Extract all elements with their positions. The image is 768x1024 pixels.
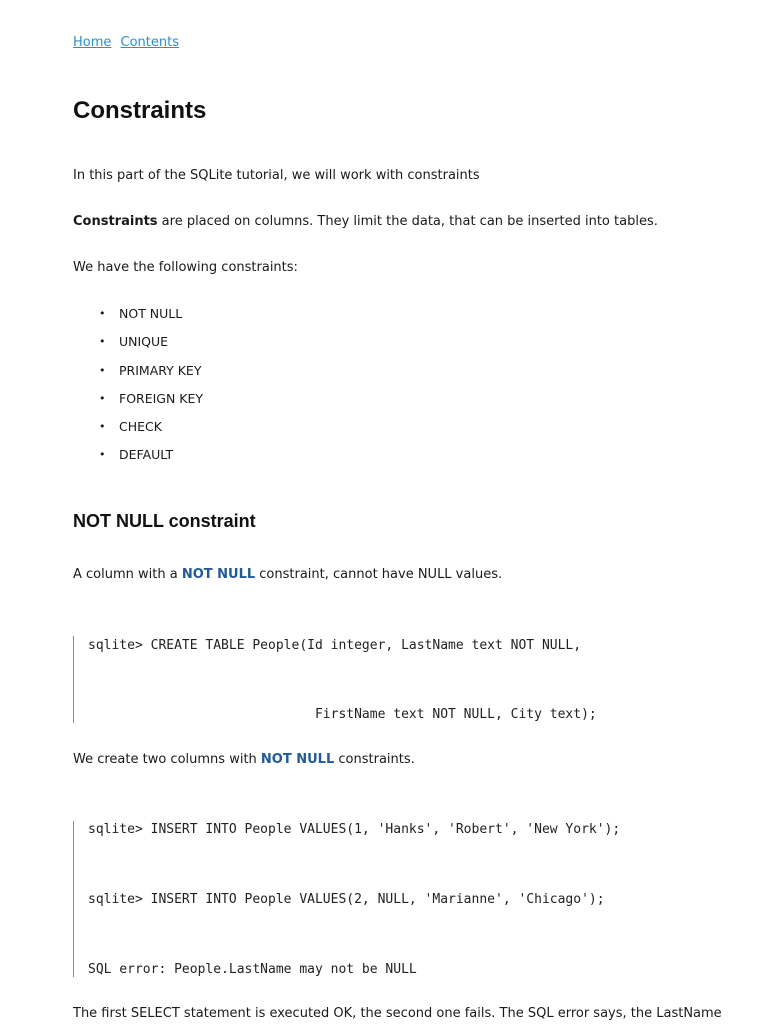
list-item: • UNIQUE <box>73 333 203 361</box>
code-line: sqlite> CREATE TABLE People(Id integer, LastName text NOT NULL, <box>88 638 582 653</box>
contents-link[interactable]: Contents <box>120 35 180 50</box>
code-line: sqlite> INSERT INTO People VALUES(2, NULL, 'Marianne', 'Chicago'); <box>88 892 605 907</box>
list-item: • PRIMARY KEY <box>73 362 203 390</box>
code-block-insert <box>73 821 694 977</box>
list-item: • DEFAULT <box>73 446 203 474</box>
code-line: SQL error: People.LastName may not be NULL <box>88 962 417 977</box>
not-null-paragraph <box>73 566 502 584</box>
not-null-keyword: NOT NULL <box>260 752 335 767</box>
list-item: • FOREIGN KEY <box>73 390 203 418</box>
constraints-term: Constraints <box>73 214 158 229</box>
section-heading-not-null: NOT NULL constraint <box>73 511 256 531</box>
constraints-list <box>73 305 203 475</box>
constraints-paragraph <box>73 213 658 231</box>
home-link[interactable]: Home <box>73 35 112 50</box>
result-paragraph: The first SELECT statement is executed OK, the second one fails. The SQL error says, the LastName <box>73 1006 722 1021</box>
text-fragment: A column with a <box>73 567 182 582</box>
list-item: • CHECK <box>73 418 203 446</box>
code-line: FirstName text NOT NULL, City text); <box>88 707 597 722</box>
breadcrumb <box>73 35 184 50</box>
code-block-create-table <box>73 636 694 723</box>
following-paragraph: We have the following constraints: <box>73 260 298 275</box>
two-columns-paragraph <box>73 751 415 769</box>
text-fragment: constraint, cannot have NULL values. <box>255 567 503 582</box>
intro-paragraph: In this part of the SQLite tutorial, we will work with constraints <box>73 168 480 183</box>
text-fragment: We create two columns with <box>73 752 261 767</box>
page-title: Constraints <box>73 97 207 124</box>
not-null-keyword: NOT NULL <box>181 567 256 582</box>
list-item: • NOT NULL <box>73 305 203 333</box>
text-fragment: constraints. <box>334 752 415 767</box>
code-line: sqlite> INSERT INTO People VALUES(1, 'Hanks', 'Robert', 'New York'); <box>88 822 621 837</box>
constraints-description: are placed on columns. They limit the data, that can be inserted into tables. <box>157 214 658 229</box>
